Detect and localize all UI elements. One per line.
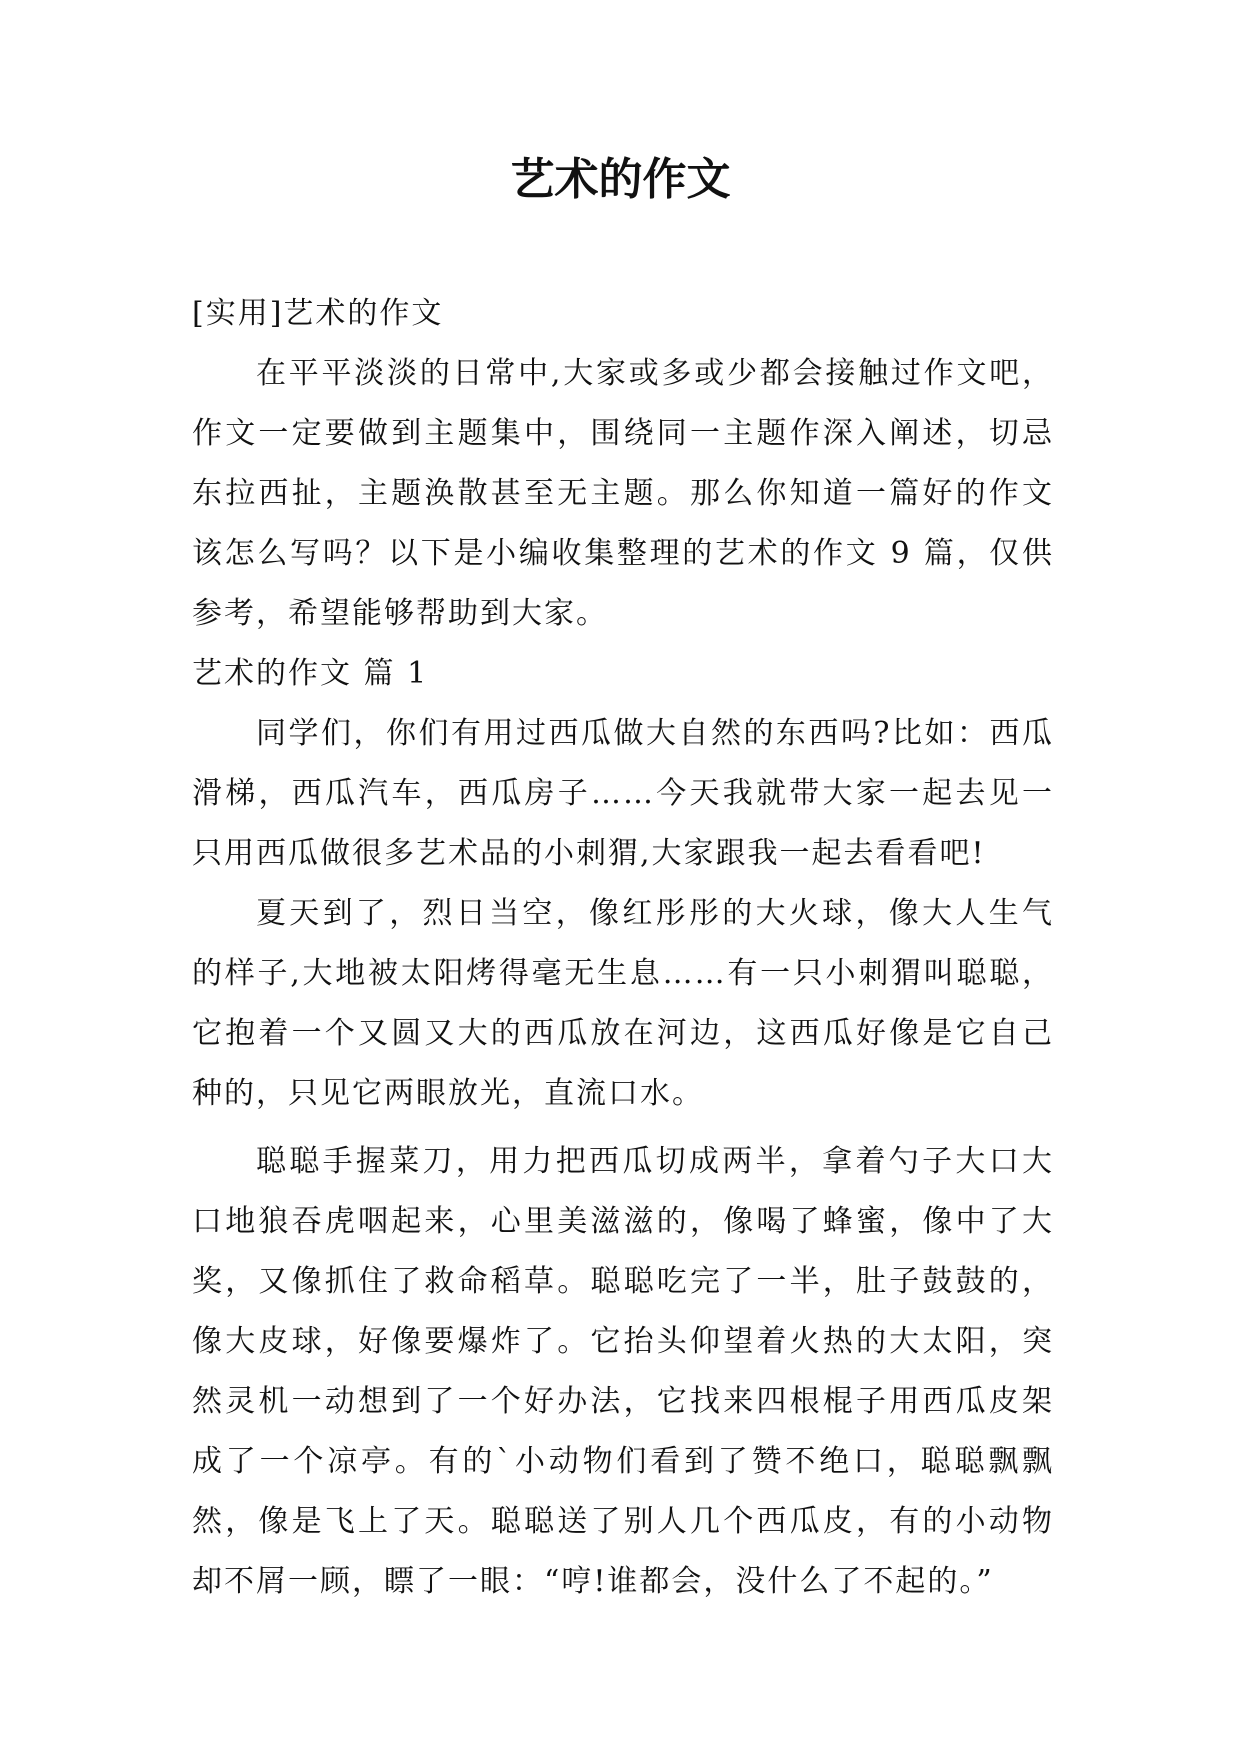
body-paragraph-3: 聪聪手握菜刀，用力把西瓜切成两半，拿着勺子大口大口地狼吞虎咽起来，心里美滋滋的，像喝了蜂蜜，像中了大奖，又像抓住了救命稻草。聪聪吃完了一半，肚子鼓鼓的，像大皮球，好像要爆炸了。它抬头仰望着火热的大太阳，突然灵机一动想到了一个好办法，它找来四根棍子用西瓜皮架成了一个凉亭。有的`小动物们看到了赞不绝口，聪聪飘飘然，像是飞上了天。聪聪送了别人几个西瓜皮，有的小动物却不屑一顾，瞟了一眼：“哼!谁都会，没什么了不起的。” <box>192 1144 1054 1599</box>
document-body <box>192 284 1054 1612</box>
intro-paragraph: 在平平淡淡的日常中,大家或多或少都会接触过作文吧，作文一定要做到主题集中，围绕同一主题作深入阐述，切忌东拉西扯，主题涣散甚至无主题。那么你知道一篇好的作文该怎么写吗？以下是小编收集整理的艺术的作文 9 篇，仅供参考，希望能够帮助到大家。 <box>192 356 1054 631</box>
document-subtitle: [实用]艺术的作文 <box>192 296 444 331</box>
section-heading: 艺术的作文 篇 1 <box>192 656 429 691</box>
body-paragraph-1: 同学们，你们有用过西瓜做大自然的东西吗?比如：西瓜滑梯，西瓜汽车，西瓜房子……今天我就带大家一起去见一只用西瓜做很多艺术品的小刺猬,大家跟我一起去看看吧! <box>192 716 1054 871</box>
body-paragraph-2: 夏天到了，烈日当空，像红彤彤的大火球，像大人生气的样子,大地被太阳烤得毫无生息……有一只小刺猬叫聪聪，它抱着一个又圆又大的西瓜放在河边，这西瓜好像是它自己种的，只见它两眼放光，直流口水。 <box>192 896 1054 1111</box>
document-title: 艺术的作文 <box>510 154 731 205</box>
